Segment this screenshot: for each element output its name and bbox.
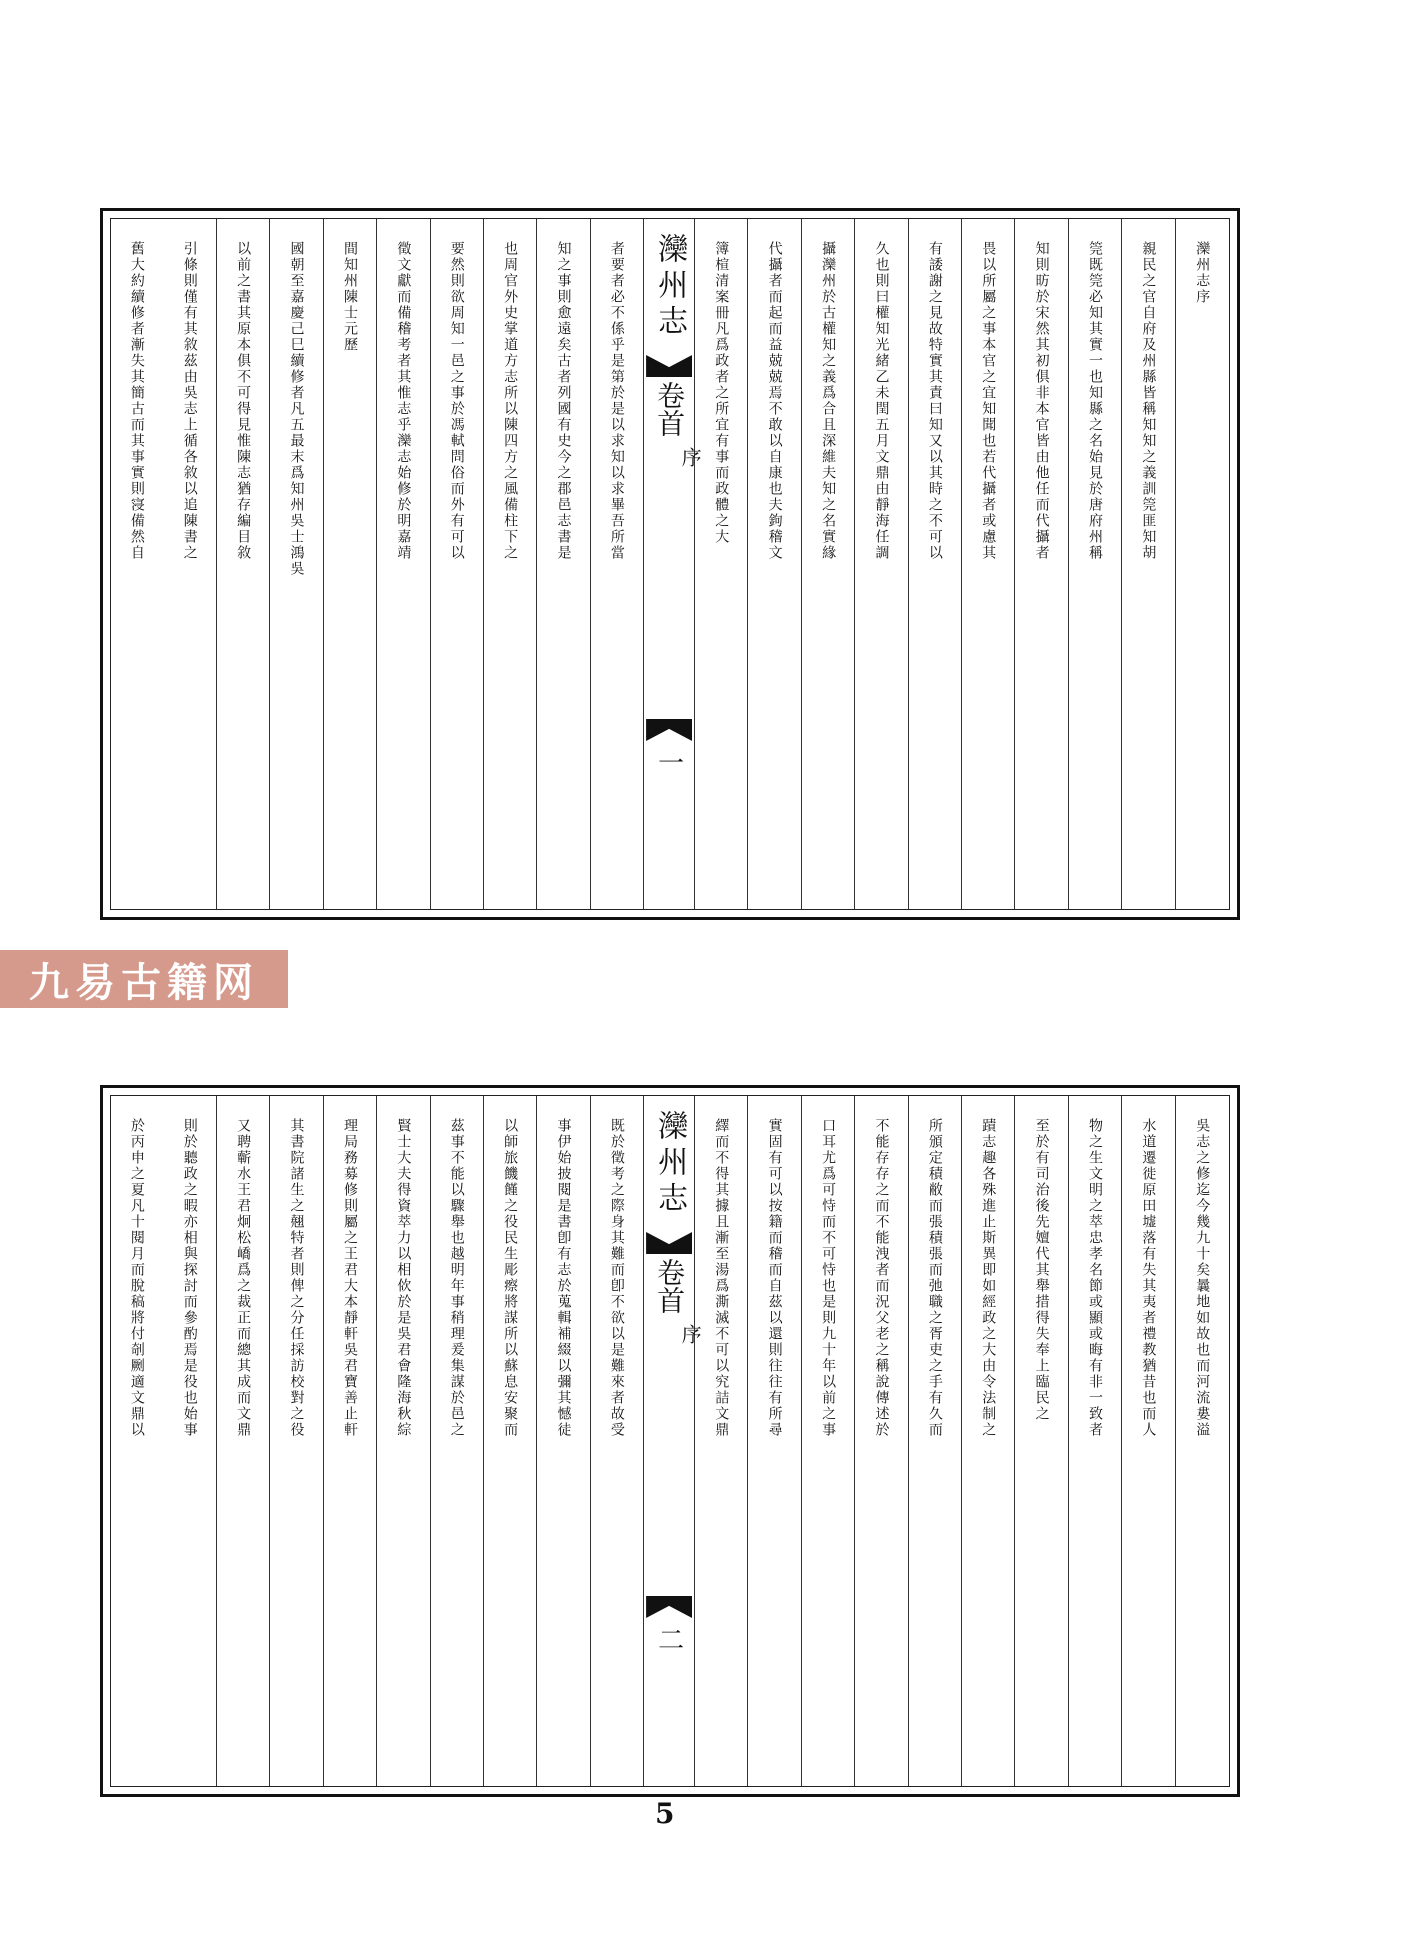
column-text: 也周官外史掌道方志所以陳四方之風備柱下之	[502, 241, 519, 561]
text-column	[1015, 219, 1068, 909]
text-column	[217, 1096, 270, 1786]
text-column	[748, 1096, 801, 1786]
book-page-lower	[100, 1085, 1240, 1797]
text-column	[591, 219, 644, 909]
page-spine	[644, 219, 703, 909]
column-text: 繹而不得其據且漸至湯爲澌滅不可以究詰文鼎	[713, 1118, 730, 1438]
text-column	[270, 1096, 323, 1786]
text-column	[431, 219, 484, 909]
fish-tail-mark	[646, 1232, 692, 1254]
text-column	[1069, 1096, 1122, 1786]
fish-tail-mark	[646, 719, 692, 741]
column-text: 蹟志趣各殊進止斯異即如經政之大由令法制之	[980, 1118, 997, 1438]
column-text: 既於徵考之際身其難而卽不欲以是難來者故受	[608, 1118, 625, 1438]
column-text: 又聘蘄水王君炯松嶠爲之裁正而總其成而文鼎	[235, 1118, 252, 1438]
text-column	[909, 1096, 962, 1786]
text-column	[1069, 219, 1122, 909]
text-column	[110, 219, 163, 909]
text-column	[377, 1096, 430, 1786]
column-text: 徵文獻而備稽考者其惟志乎灤志始修於明嘉靖	[395, 241, 412, 561]
text-column	[909, 219, 962, 909]
column-text: 茲事不能以驟舉也越明年事稍理爰集謀於邑之	[448, 1118, 465, 1438]
spine-section: 序	[678, 447, 703, 467]
text-column	[695, 219, 748, 909]
text-column	[802, 1096, 855, 1786]
column-text: 知則昉於宋然其初俱非本官皆由他任而代攝者	[1033, 241, 1050, 561]
column-text: 舊大約續修者漸失其簡古而其事實則寖備然自	[128, 241, 145, 561]
column-text: 知之事則愈遠矣古者列國有史今之郡邑志書是	[555, 241, 572, 561]
column-text: 賢士大夫得資萃力以相佽於是吳君會隆海秋綜	[395, 1118, 412, 1438]
column-text: 實固有可以按籍而稽而自茲以還則往往有所尋	[766, 1118, 783, 1438]
text-column	[484, 219, 537, 909]
text-column	[431, 1096, 484, 1786]
site-watermark-logo: 九易古籍网	[0, 950, 288, 1008]
text-column	[537, 1096, 590, 1786]
text-column	[695, 1096, 748, 1786]
text-column	[1015, 1096, 1068, 1786]
page-spine	[644, 1096, 703, 1786]
fish-tail-mark	[646, 355, 692, 377]
column-text: 者要者必不係乎是第於是以求知以求畢吾所當	[608, 241, 625, 561]
column-text: 有諉謝之見故特實其責曰知又以其時之不可以	[926, 241, 943, 561]
spine-section: 序	[678, 1324, 703, 1344]
column-text: 理局務募修則屬之王君大本靜軒吳君寶善止軒	[341, 1118, 358, 1438]
text-column	[1122, 219, 1175, 909]
column-text: 親民之官自府及州縣皆稱知知之義訓筦匪知胡	[1140, 241, 1157, 561]
column-text: 口耳尤爲可恃而不可恃也是則九十年以前之事	[820, 1118, 837, 1438]
spine-leaf-number: 二	[653, 1626, 684, 1652]
text-column	[164, 1096, 217, 1786]
text-column	[962, 1096, 1015, 1786]
spine-leaf-number: 一	[653, 749, 684, 775]
column-text: 要然則欲周知一邑之事於馮軾問俗而外有可以	[448, 241, 465, 561]
column-text: 簿楦清案冊凡爲政者之所宜有事而政體之大	[713, 241, 730, 545]
column-text: 水道遷徙原田墟落有失其夷者禮教猶昔也而人	[1140, 1118, 1157, 1438]
column-text: 物之生文明之萃忠孝名節或顯或晦有非一致者	[1087, 1118, 1104, 1438]
column-text: 其書院諸生之翹特者則俾之分任採訪校對之役	[288, 1118, 305, 1438]
text-column	[802, 219, 855, 909]
column-text: 灤州志序	[1194, 241, 1211, 305]
column-text: 國朝至嘉慶己巳續修者凡五最末爲知州吳士鴻吳	[288, 241, 305, 577]
text-column	[855, 1096, 908, 1786]
column-text: 至於有司治後先嬗代其舉措得失奉上臨民之	[1033, 1118, 1050, 1422]
column-text: 不能存存之而不能洩者而況父老之稱說傳述於	[873, 1118, 890, 1438]
column-text: 於丙申之夏凡十閱月而脫稿將付剞劂適文鼎以	[128, 1118, 145, 1438]
fish-tail-mark	[646, 1596, 692, 1618]
column-text: 久也則曰權知光緒乙未閏五月文鼎由靜海任調	[873, 241, 890, 561]
text-column	[748, 219, 801, 909]
column-text: 引條則僅有其敘茲由吳志上循各敘以追陳書之	[181, 241, 198, 561]
text-column	[962, 219, 1015, 909]
column-text: 所頒定積敝而張積張而弛職之胥吏之手有久而	[926, 1118, 943, 1438]
column-text: 以前之書其原本俱不可得見惟陳志猶存編目敘	[235, 241, 252, 561]
column-text: 筦既筦必知其實一也知縣之名始見於唐府州稱	[1087, 241, 1104, 561]
text-column	[1176, 219, 1229, 909]
text-column	[1122, 1096, 1175, 1786]
text-column	[1176, 1096, 1229, 1786]
spine-book-title: 灤州志	[652, 1110, 688, 1218]
text-column	[270, 219, 323, 909]
spine-volume: 卷首	[653, 1258, 687, 1314]
column-text: 代攝者而起而益兢兢焉不敢以自康也夫鉤稽文	[766, 241, 783, 561]
text-column	[217, 219, 270, 909]
text-column	[591, 1096, 644, 1786]
column-text: 以師旅饑饉之役民生彫瘵將謀所以蘇息安聚而	[502, 1118, 519, 1438]
text-column	[855, 219, 908, 909]
text-column	[484, 1096, 537, 1786]
spine-book-title: 灤州志	[652, 233, 688, 341]
column-text: 畏以所屬之事本官之宜知聞也若代攝者或慮其	[980, 241, 997, 561]
text-column	[537, 219, 590, 909]
text-column	[110, 1096, 163, 1786]
text-column	[164, 219, 217, 909]
column-text: 吳志之修迄今幾九十矣曩地如故也而河流婁溢	[1194, 1118, 1211, 1438]
column-text: 攝灤州於古權知之義爲合且深維夫知之名實緣	[820, 241, 837, 561]
spine-volume: 卷首	[653, 381, 687, 437]
page-number: 5	[655, 1797, 675, 1830]
column-text: 事伊始披閱是書卽有志於蒐輯補綴以彌其憾徒	[555, 1118, 572, 1438]
text-column	[324, 219, 377, 909]
book-page-upper	[100, 208, 1240, 920]
text-column	[324, 1096, 377, 1786]
column-text: 則於聽政之暇亦相與探討而參酌焉是役也始事	[181, 1118, 198, 1438]
column-text: 間知州陳士元歷	[341, 241, 358, 353]
text-column	[377, 219, 430, 909]
